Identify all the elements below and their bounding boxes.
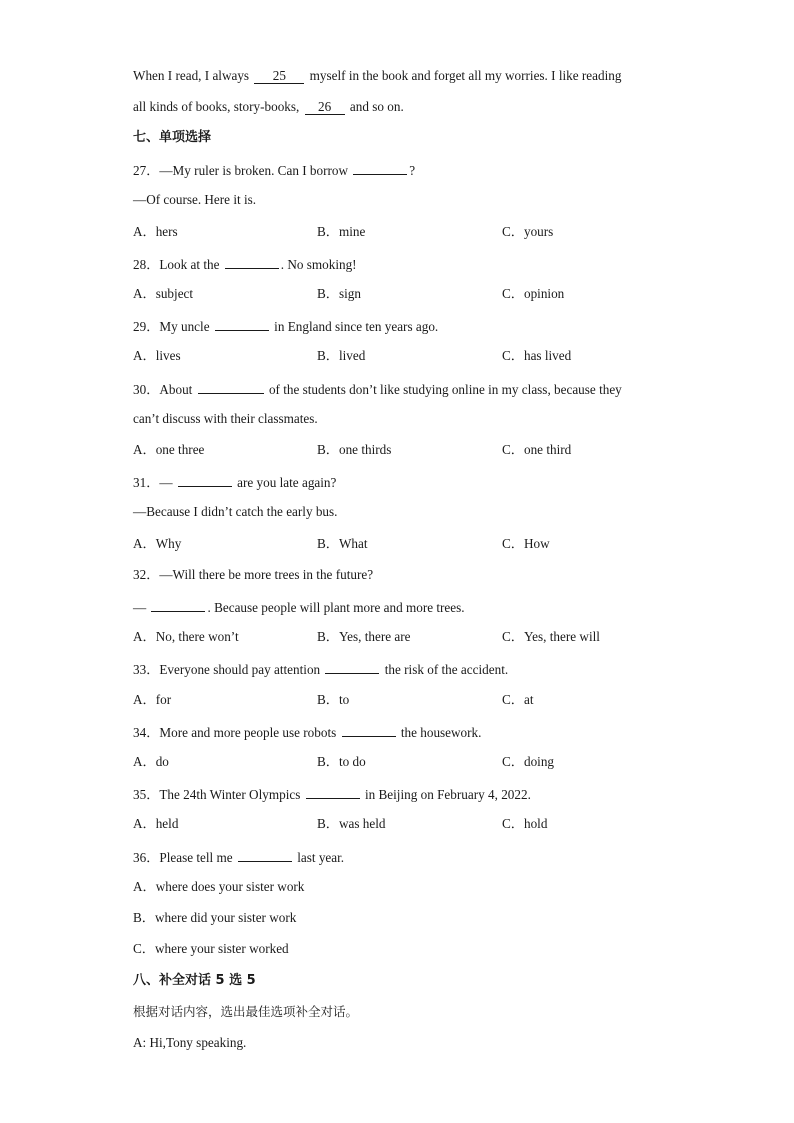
passage-text: all kinds of books, story-books, [133, 99, 300, 114]
passage-text: and so on. [349, 99, 404, 114]
question-32-reply [133, 598, 465, 616]
option-b: B．to [317, 692, 350, 707]
section-8-title: 八、补全对话 5 选 5 [133, 973, 256, 988]
stem-text: ? [409, 163, 416, 178]
option-b: B．mine [317, 224, 366, 239]
question-27-options [133, 224, 693, 240]
option-a: A．subject [133, 286, 194, 301]
answer-blank [353, 161, 407, 175]
stem-text: — [133, 600, 147, 615]
section-8-instruction: 根据对话内容，选出最佳选项补全对话。 [133, 1004, 359, 1019]
option-b: B．What [317, 536, 368, 551]
stem-text: the risk of the accident. [384, 662, 509, 677]
stem-text: of the students don’t like studying online in my class, because they [268, 382, 622, 397]
answer-blank [178, 473, 232, 487]
option-c: C．doing [502, 754, 555, 769]
passage-text: myself in the book and forget all my worries. I like reading [309, 68, 622, 83]
blank-25: 25 [254, 68, 304, 84]
option-a: A．do [133, 754, 169, 769]
question-30-stem [133, 380, 622, 398]
option-a: A．for [133, 692, 172, 707]
stem-text: last year. [297, 850, 345, 865]
stem-text: 33．Everyone should pay attention [133, 662, 321, 677]
stem-text: 28．Look at the [133, 257, 220, 272]
question-36-option-c: C．where your sister worked [133, 941, 289, 956]
option-a: A．held [133, 816, 179, 831]
blank-26: 26 [305, 99, 345, 115]
answer-blank [238, 848, 292, 862]
question-27-stem [133, 161, 415, 179]
question-36-option-a: A．where does your sister work [133, 879, 305, 894]
option-c: C．How [502, 536, 550, 551]
question-31-options [133, 536, 693, 552]
stem-text: 34．More and more people use robots [133, 725, 337, 740]
stem-text: 36．Please tell me [133, 850, 233, 865]
passage-line-2 [133, 99, 404, 115]
passage-line-1 [133, 68, 621, 84]
option-c: C．has lived [502, 348, 572, 363]
option-b: B．one thirds [317, 442, 392, 457]
answer-blank [306, 785, 360, 799]
option-a: A．lives [133, 348, 181, 363]
stem-text: in England since ten years ago. [274, 319, 439, 334]
option-b: B．sign [317, 286, 361, 301]
stem-text: . Because people will plant more and more trees. [207, 600, 465, 615]
option-a: A．hers [133, 224, 178, 239]
question-30-options [133, 442, 693, 458]
section-7-title: 七、单项选择 [133, 130, 212, 145]
stem-text: are you late again? [237, 475, 337, 490]
option-c: C．yours [502, 224, 554, 239]
question-33-options [133, 692, 693, 708]
answer-blank [225, 255, 279, 269]
stem-text: . No smoking! [280, 257, 357, 272]
option-c: C．opinion [502, 286, 565, 301]
question-33-stem [133, 660, 508, 678]
question-35-options [133, 816, 693, 832]
option-b: B．Yes, there are [317, 629, 411, 644]
stem-text: in Beijing on February 4, 2022. [364, 787, 531, 802]
option-a: A．one three [133, 442, 205, 457]
question-35-stem [133, 785, 531, 803]
option-c: C．at [502, 692, 534, 707]
stem-text: the housework. [400, 725, 482, 740]
question-34-options [133, 754, 693, 770]
question-29-options [133, 348, 693, 364]
stem-text: 27．—My ruler is broken. Can I borrow [133, 163, 348, 178]
answer-blank [342, 723, 396, 737]
question-32-options [133, 629, 693, 645]
question-36-stem [133, 848, 344, 866]
passage-text: When I read, I always [133, 68, 250, 83]
question-28-options [133, 286, 693, 302]
question-29-stem [133, 317, 438, 335]
stem-text: 31．— [133, 475, 173, 490]
question-28-stem [133, 255, 357, 273]
answer-blank [151, 598, 205, 612]
stem-text: 35．The 24th Winter Olympics [133, 787, 301, 802]
option-a: A．Why [133, 536, 182, 551]
option-c: C．hold [502, 816, 548, 831]
question-27-reply: —Of course. Here it is. [133, 192, 257, 207]
question-34-stem [133, 723, 481, 741]
stem-text: 29．My uncle [133, 319, 210, 334]
dialogue-line-1: A: Hi,Tony speaking. [133, 1035, 247, 1050]
option-b: B．was held [317, 816, 386, 831]
answer-blank [215, 317, 269, 331]
answer-blank [325, 660, 379, 674]
answer-blank [198, 380, 264, 394]
stem-text: 30．About [133, 382, 193, 397]
option-b: B．to do [317, 754, 366, 769]
question-32-stem: 32．—Will there be more trees in the future? [133, 567, 374, 582]
question-30-stem-cont: can’t discuss with their classmates. [133, 411, 318, 426]
option-c: C．one third [502, 442, 572, 457]
option-c: C．Yes, there will [502, 629, 600, 644]
option-b: B．lived [317, 348, 366, 363]
question-36-option-b: B．where did your sister work [133, 910, 297, 925]
question-31-reply: —Because I didn’t catch the early bus. [133, 504, 338, 519]
option-a: A．No, there won’t [133, 629, 239, 644]
question-31-stem [133, 473, 336, 491]
